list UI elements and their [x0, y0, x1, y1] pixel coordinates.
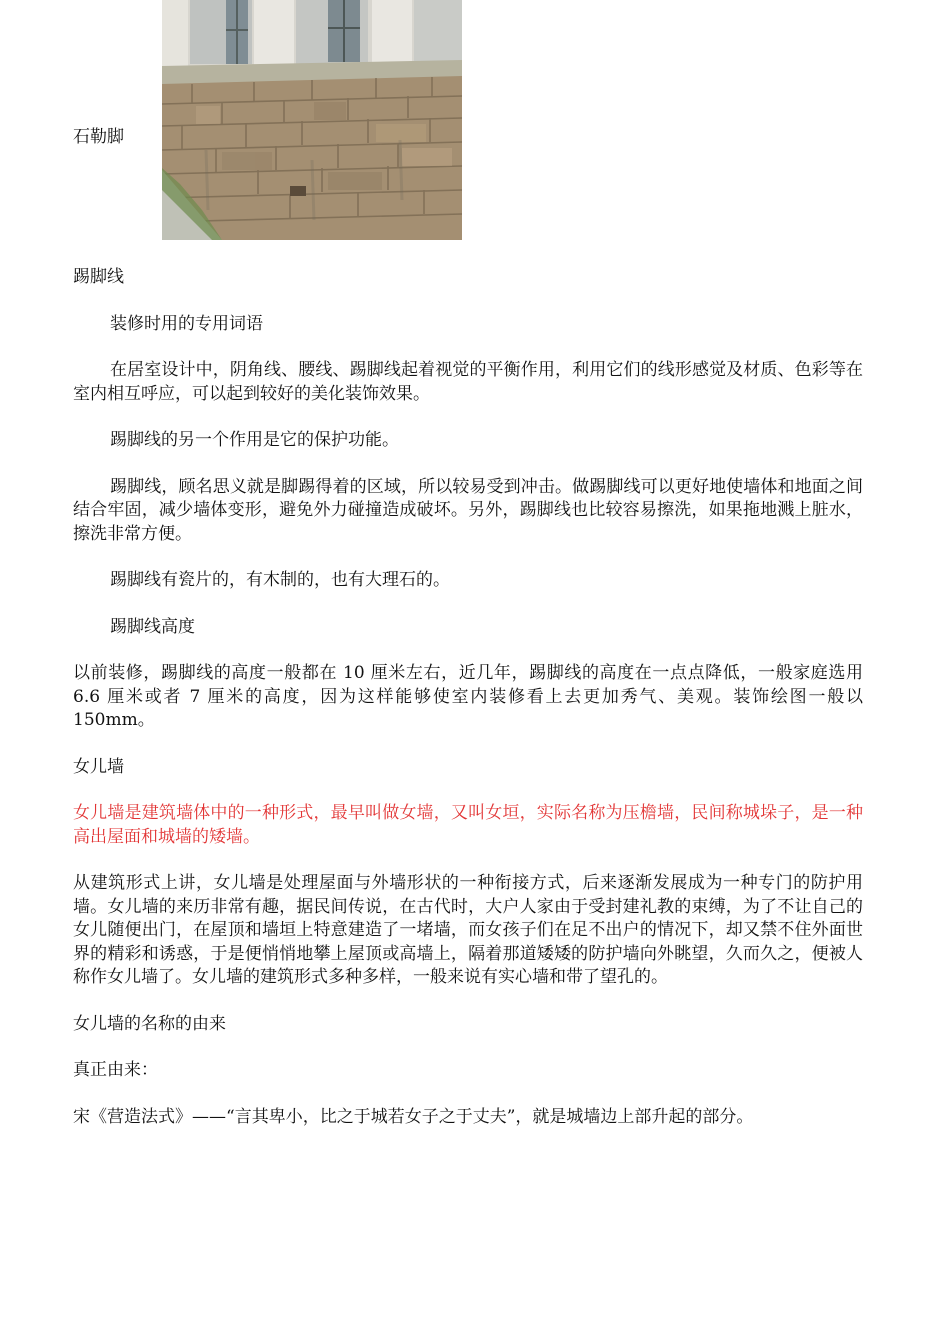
section-heading-nverqiang: 女儿墙 [73, 756, 124, 777]
paragraph: 踢脚线的另一个作用是它的保护功能。 [110, 430, 399, 450]
paragraph: 以前装修，踢脚线的高度一般都在 10 厘米左右，近几年，踢脚线的高度在一点点降低，一般家庭选用 6.6 厘米或者 7 厘米的高度，因为这样能够使室内装修看上去更加秀气、美观。装饰绘图一般以 150mm。 [73, 663, 863, 730]
paragraph: 在居室设计中，阴角线、腰线、踢脚线起着视觉的平衡作用，利用它们的线形感觉及材质、色彩等在室内相互呼应，可以起到较好的美化装饰效果。 [73, 360, 863, 404]
document-body [73, 266, 863, 1152]
paragraph: 装修时用的专用词语 [110, 313, 263, 334]
paragraph: 从建筑形式上讲，女儿墙是处理屋面与外墙形状的一种衔接方式，后来逐渐发展成为一种专门的防护用墙。女儿墙的来历非常有趣，据民间传说，在古代时，大户人家由于受封建礼教的束缚，为了不让自己的女儿随便出门，在屋顶和墙垣上特意建造了一堵墙，而女孩子们在足不出户的情况下，却又禁不住外面世界的精彩和诱惑，于是便悄悄地攀上屋顶或高墙上，隔着那道矮矮的防护墙向外眺望，久而久之，便被人称作女儿墙了。女儿墙的建筑形式多种多样，一般来说有实心墙和带了望孔的。 [73, 873, 863, 987]
subheading-height: 踢脚线高度 [110, 616, 195, 637]
section-heading-origin: 女儿墙的名称的由来 [73, 1013, 226, 1034]
highlighted-definition: 女儿墙是建筑墙体中的一种形式，最早叫做女墙，又叫女垣，实际名称为压檐墙，民间称城垛子，是一种高出屋面和城墙的矮墙。 [73, 803, 863, 847]
paragraph: 踢脚线有瓷片的，有木制的，也有大理石的。 [110, 570, 450, 590]
photo-caption: 石勒脚 [73, 127, 124, 147]
paragraph: 真正由来： [73, 1060, 158, 1080]
section-heading-tijiaoxian: 踢脚线 [73, 267, 124, 287]
stone-plinth-photo [162, 0, 462, 240]
paragraph: 踢脚线，顾名思义就是脚踢得着的区域，所以较易受到冲击。做踢脚线可以更好地使墙体和地面之间结合牢固，减少墙体变形，避免外力碰撞造成破坏。另外，踢脚线也比较容易擦洗，如果拖地溅上脏水，擦洗非常方便。 [73, 476, 863, 544]
paragraph: 宋《营造法式》——“言其卑小，比之于城若女子之于丈夫”，就是城墙边上部升起的部分。 [73, 1106, 754, 1127]
